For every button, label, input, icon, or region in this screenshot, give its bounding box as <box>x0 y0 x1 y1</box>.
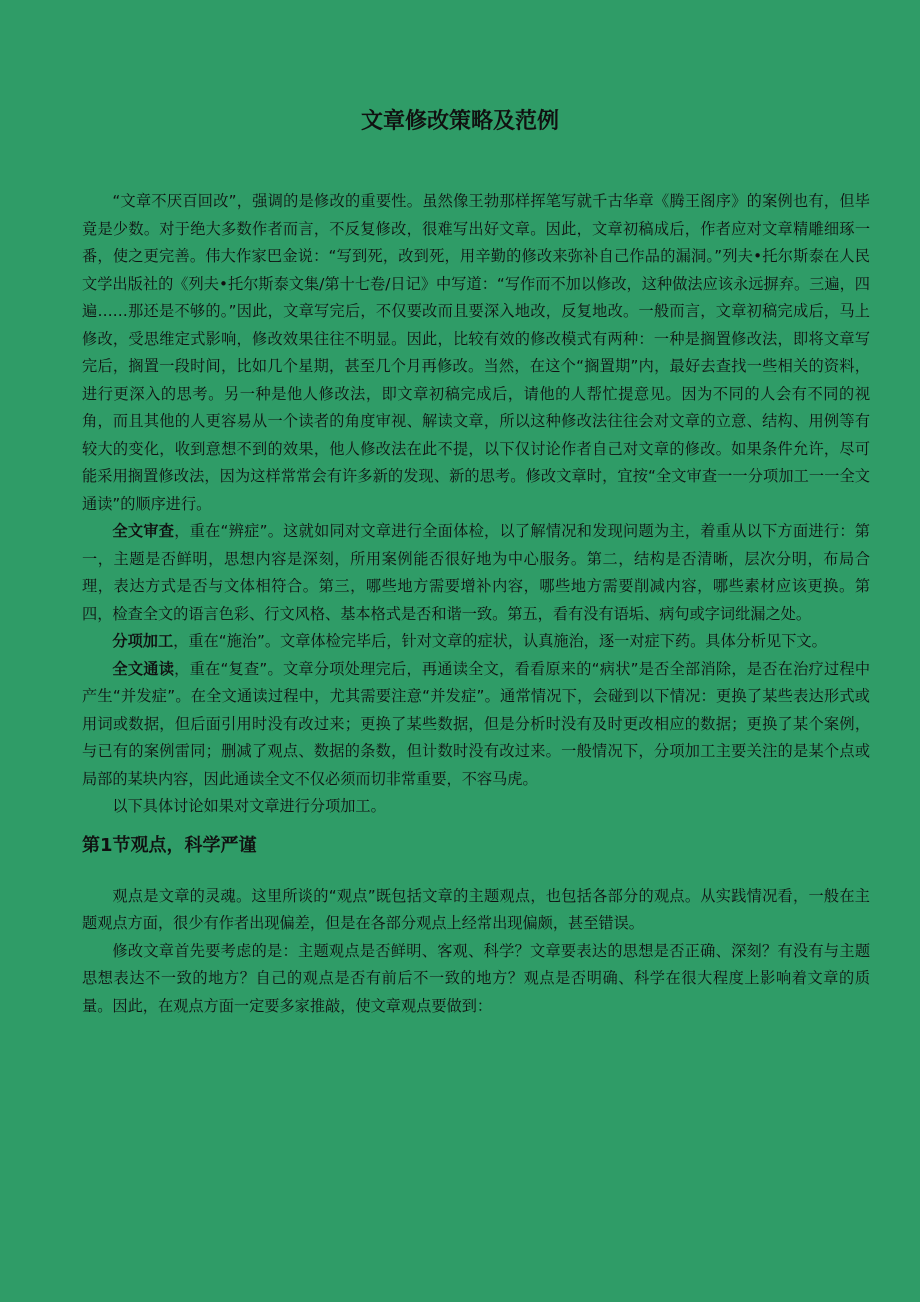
intro-paragraph: “文章不厌百回改”，强调的是修改的重要性。虽然像王勃那样挥笔写就千古华章《腾王阁序》的案例也有，但毕竟是少数。对于绝大多数作者而言，不反复修改，很难写出好文章。因此，文章初稿成后，作者应对文章精雕细琢一番，使之更完善。伟大作家巴金说：“写到死，改到死，用辛勤的修改来弥补自己作品的漏洞。”列夫•托尔斯泰在人民文学出版社的《列夫•托尔斯泰文集/第十七卷/日记》中写道：“写作而不加以修改，这种做法应该永远摒弃。三遍，四遍……那还是不够的。”因此，文章写完后，不仅要改而且要深入地改，反复地改。一般而言，文章初稿完成后，马上修改，受思维定式影响，修改效果往往不明显。因此，比较有效的修改模式有两种：一种是搁置修改法，即将文章写完后，搁置一段时间，比如几个星期，甚至几个月再修改。当然，在这个“搁置期”内，最好去查找一些相关的资料，进行更深入的思考。另一种是他人修改法，即文章初稿完成后，请他的人帮忙提意见。因为不同的人会有不同的视角，而且其他的人更容易从一个读者的角度审视、解读文章，所以这种修改法往往会对文章的立意、结构、用例等有较大的变化，收到意想不到的效果，他人修改法在此不提，以下仅讨论作者自己对文章的修改。如果条件允许，尽可能采用搁置修改法，因为这样常常会有许多新的发现、新的思考。修改文章时，宜按“全文审查一一分项加工一一全文通读”的顺序进行。 <box>82 192 870 513</box>
document-body <box>82 188 870 1020</box>
itemized-processing-lead: 分项加工 <box>112 632 174 650</box>
itemized-processing-text: ，重在“施治”。文章体检完毕后，针对文章的症状，认真施治，逐一对症下药。具体分析见下文。 <box>173 632 827 650</box>
full-readthrough-text: ，重在“复查”。文章分项处理完后，再通读全文，看看原来的“病状”是否全部消除，是否在治疗过程中产生“并发症”。在全文通读过程中，尤其需要注意“并发症”。通常情况下，会碰到以下情况：更换了某些表达形式或用词或数据，但后面引用时没有改过来；更换了某些数据，但是分析时没有及时更改相应的数据；更换了某个案例，与已有的案例雷同；删减了观点、数据的条数，但计数时没有改过来。一般情况下，分项加工主要关注的是某个点或局部的某块内容，因此通读全文不仅必须而切非常重要，不容马虎。 <box>82 659 871 788</box>
section-paragraph-revision: 修改文章首先要考虑的是：主题观点是否鲜明、客观、科学？文章要表达的思想是否正确、深刻？有没有与主题思想表达不一致的地方？自己的观点是否有前后不一致的地方？观点是否明确、科学在很大程度上影响着文章的质量。因此，在观点方面一定要多家推敲，使文章观点要做到： <box>82 941 870 1015</box>
section-paragraph-viewpoint: 观点是文章的灵魂。这里所谈的“观点”既包括文章的主题观点，也包括各部分的观点。从实践情况看，一般在主题观点方面，很少有作者出现偏差，但是在各部分观点上经常出现偏颇，甚至错误。 <box>82 886 870 932</box>
full-review-text: ，重在“辨症”。这就如同对文章进行全面体检，以了解情况和发现问题为主，着重从以下方面进行：第一，主题是否鲜明，思想内容是深刻，所用案例能否很好地为中心服务。第二，结构是否清晰，层次分明，布局合理，表达方式是否与文体相符合。第三，哪些地方需要增补内容，哪些地方需要削减内容，哪些素材应该更换。第四，检查全文的语言色彩、行文风格、基本格式是否和谐一致。第五，看有没有语垢、病句或字词纰漏之处。 <box>82 522 870 623</box>
full-review-paragraph <box>82 518 870 628</box>
itemized-processing-paragraph <box>82 628 870 656</box>
transition-paragraph: 以下具体讨论如果对文章进行分项加工。 <box>112 797 386 815</box>
document-title: 文章修改策略及范例 <box>360 109 559 134</box>
full-review-lead: 全文审查 <box>112 522 175 540</box>
full-readthrough-lead: 全文通读 <box>112 659 175 678</box>
section-heading: 第1节观点，科学严谨 <box>82 834 257 856</box>
full-readthrough-paragraph <box>82 656 870 794</box>
